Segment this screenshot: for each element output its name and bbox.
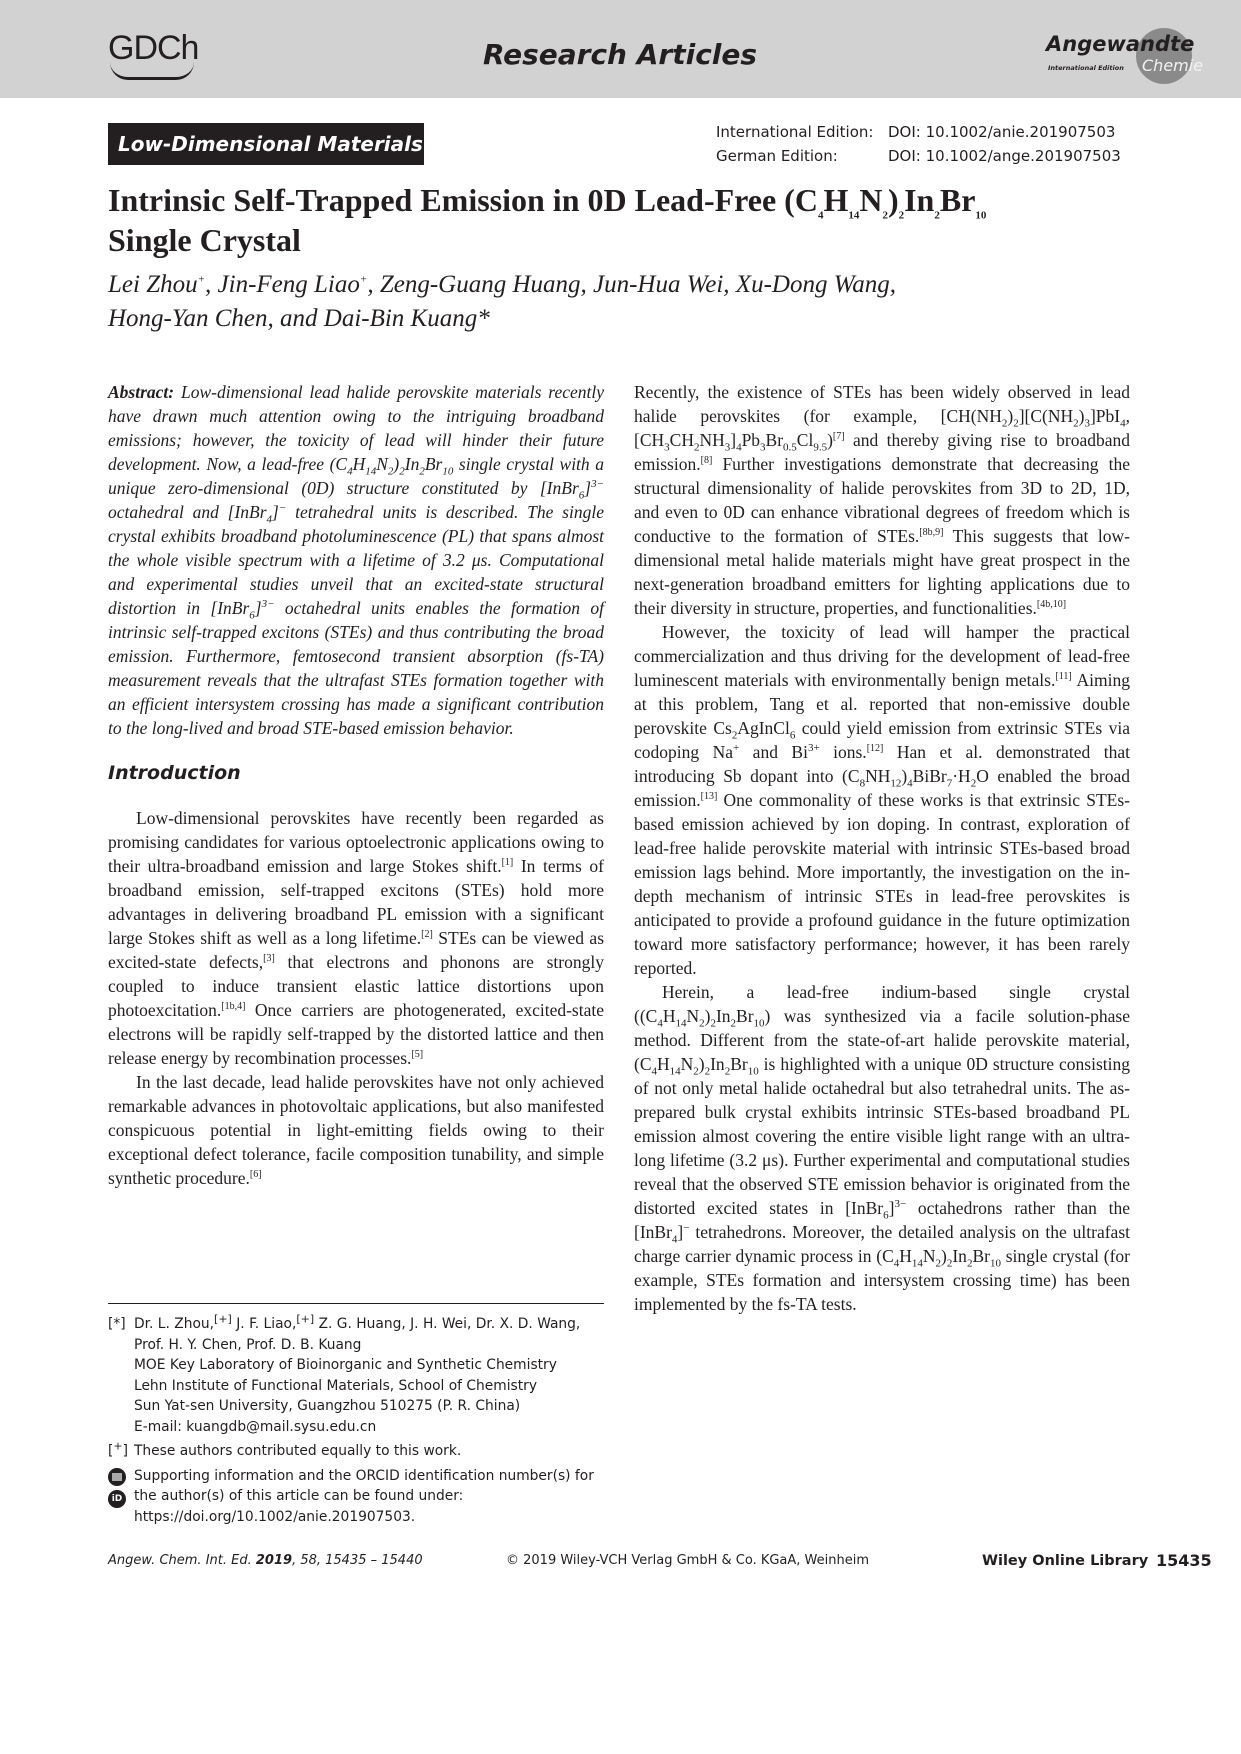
abstract-text: single crystal with a unique zero-dimensional (0D) structure constituted by [InBr [108,454,604,498]
footer-citation [108,1553,423,1568]
footnote-icons [108,1466,134,1528]
formula-sub: 12 [890,777,902,790]
footer-wiley-online-library[interactable]: Wiley Online Library [982,1553,1149,1569]
body-text: Br [765,430,784,450]
formula-sub: 2 [1013,417,1019,430]
formula-sub: 0.5 [783,441,797,454]
right-paragraph-3 [634,980,1130,1316]
abstract-text: ] [254,598,262,618]
footer-volume-pages: , 58, 15435 – 15440 [292,1553,423,1568]
citation-link[interactable]: [11] [1055,671,1072,683]
citation-link[interactable]: [4b,10] [1036,599,1067,611]
formula-sub: 2 [710,1017,716,1030]
email-link[interactable]: E-mail: kuangdb@mail.sysu.edu.cn [134,1418,377,1435]
abstract-text: ] [584,478,592,498]
body-text: Han et al. demonstrated that introducing Sb dopant into (C [634,742,1130,786]
body-text: NH [865,766,891,786]
body-text: In [710,1054,725,1074]
formula-sub: 9.5 [813,441,828,454]
formula-sub: 3 [1084,417,1090,430]
journal-logo-main: Angewandte [1046,32,1195,56]
gdch-logo [108,28,198,84]
body-text: STEs can be viewed as excited-state defects, [108,928,605,972]
gdch-logo-arc [110,62,194,80]
footnote-equal-contribution [108,1441,608,1462]
footer-copyright: © 2019 Wiley-VCH Verlag GmbH & Co. KGaA, Weinheim [506,1553,870,1568]
citation-link[interactable]: [12] [866,743,884,755]
formula-sub: 10 [989,1257,1001,1270]
formula-sub: 10 [753,1017,765,1030]
abstract-text: Low-dimensional lead halide perovskite materials recently have drawn much attention owing to the intriguing broadband emissions; however, the toxicity of lead will hinder their future development. Now, a lead-free (C [108,382,604,474]
right-paragraph-2 [634,620,1130,980]
body-text: N [686,1006,700,1026]
formula-sup: 3+ [807,742,820,755]
body-text: This suggests that low-dimensional metal halide materials might have great prospect in the next-generation broadband emitters for lighting applications due to their diversity in structure, properties, and functionalities. [634,526,1130,618]
formula-sub: 4 [893,1257,900,1270]
footnotes [108,1314,608,1531]
footnote-text: MOE Key Laboratory of Bioinorganic and Synthetic Chemistry [134,1357,557,1373]
body-text: Herein, a lead-free indium-based single crystal ((C [634,982,1130,1026]
abstract-label: Abstract: [108,382,175,402]
footer-year: 2019 [255,1553,293,1568]
footnote-text: the author(s) of this article can be found under: [134,1488,464,1504]
body-text: Cl [796,430,814,450]
abstract-sub: 6 [249,609,255,622]
body-text: ions. [819,742,867,762]
footnote-text: Lehn Institute of Functional Materials, School of Chemistry [134,1377,537,1394]
abstract-sup: − [278,502,287,515]
body-text: In [952,1246,967,1266]
formula-sub: 4 [657,1017,663,1030]
citation-link[interactable]: [7] [832,431,845,443]
body-text: ] [730,430,737,450]
abstract-text: tetrahedral units is described. The single crystal exhibits broadband photoluminescence (PL) that spans almost the whole visible spectrum with a lifetime of 3.2 μs. Computational and experimental studies unveil that an excited-state structural distortion in [InBr [108,502,604,618]
title-sub: 2 [882,209,888,222]
formula-sub: 10 [747,1065,759,1078]
formula-sub: 2 [693,1065,699,1078]
footnote-text: Sun Yat-sen University, Guangzhou 510275 (P. R. China) [134,1398,521,1414]
abstract-text: In [404,454,420,474]
title-sub: 10 [975,209,987,222]
footnote-rule [108,1303,604,1304]
author-names: Hong-Yan Chen, and Dai-Bin Kuang* [108,305,490,332]
introduction-heading: Introduction [108,762,241,784]
gdch-logo-text: GDCh [108,29,199,67]
body-text: ] [888,1198,895,1218]
footnote-sup: [+] [214,1312,232,1326]
footer-journal: Angew. Chem. Int. Ed. [108,1553,252,1568]
citation-link[interactable]: [1b,4] [221,1001,246,1013]
title-sub: 2 [934,209,940,222]
formula-sub: 2 [1001,417,1008,430]
abstract-text: octahedral and [InBr [108,502,267,522]
formula-sub: 4 [651,1065,657,1078]
footnote-supporting-info [108,1466,608,1528]
formula-sub: 6 [789,729,796,742]
body-text: In the last decade, lead halide perovskites have not only achieved remarkable advances in photovoltaic applications, but also manifested conspicuous potential in light-emitting fields owing to their exceptional defect tolerance, facile composition tunability, and simple synthetic procedure. [108,1072,604,1188]
formula-sub: 3 [664,441,670,454]
doi-international [716,120,1121,144]
title-line-2: Single Crystal [108,222,301,258]
footnote-text: Z. G. Huang, J. H. Wei, Dr. X. D. Wang, [314,1316,581,1332]
body-text: ]PbI [1089,406,1121,426]
body-text: tetrahedrons. Moreover, the detailed analysis on the ultrafast charge carrier dynamic process in (C [634,1222,1130,1266]
formula-sub: 4 [1120,417,1126,430]
abstract-sub: 2 [419,465,425,478]
citation-link[interactable]: [2] [421,929,433,941]
abstract-text: octahedral units enables the formation of intrinsic self-trapped excitons (STEs) and thus contributing the broad emission. Furthermore, femtosecond transient absorption (fs-TA) measurement reveals that the ultrafast STEs formation together with an efficient intersystem crossing has made a significant contribution to the long-lived and broad STE-based emission behavior. [108,598,604,738]
citation-link[interactable]: [6] [249,1169,262,1181]
body-text: ][C(NH [1018,406,1074,426]
category-badge: Low-Dimensional Materials [108,123,424,165]
footnote-mark-bracket: ] [122,1443,128,1459]
author-list [108,268,1138,336]
body-text: ) [827,430,833,450]
formula-sub: 2 [966,1257,973,1270]
doi-german-value[interactable]: DOI: 10.1002/ange.201907503 [888,147,1121,165]
formula-sub: 2 [731,729,738,742]
title-sub: 2 [898,209,905,222]
body-text: octahedrons rather than the [InBr [634,1198,1130,1242]
body-text: NH [699,430,725,450]
abstract-text: N [376,454,388,474]
body-text: ) [901,766,908,786]
doi-international-label: International Edition: [716,123,874,141]
footnote-text: Dr. L. Zhou, [134,1316,215,1332]
doi-link[interactable]: https://doi.org/10.1002/anie.201907503. [134,1508,416,1525]
title-text: Br [939,182,976,218]
author-mark: + [359,273,368,286]
formula-sub: 8 [859,777,866,790]
doi-german-label: German Edition: [716,147,838,165]
body-text: BiBr [912,766,947,786]
body-text: Further investigations demonstrate that decreasing the structural dimensionality of halide perovskites from 3D to 2D, 1D, and even to 0D can enhance vibrational degrees of freedom which is conductive to the formation of STEs. [634,454,1130,546]
abstract-text: ] [272,502,279,522]
abstract-sup: 3− [591,478,604,491]
body-text: O enabled the broad emission. [634,766,1130,810]
footnote-sup: [+] [296,1312,315,1326]
body-text: Br [736,1006,754,1026]
body-text: ) was synthesized via a facile solution-phase method. Different from the state-of-art halide perovskite material, (C [634,1006,1130,1074]
abstract-text: ) [393,454,400,474]
author-mark: + [197,273,206,286]
formula-sub: 7 [946,777,953,790]
formula-sup: + [733,742,740,755]
body-text: However, the toxicity of lead will hamper the practical commercialization and thus driving for the development of lead-free luminescent materials with environmentally benign metals. [634,622,1130,690]
abstract-sub: 4 [266,513,273,526]
abstract-text: H [352,454,366,474]
footnote-text: J. F. Liao, [231,1316,297,1332]
citation-link[interactable]: [1] [501,857,514,869]
title-text: ) [887,182,899,218]
abstract-sub: 2 [387,465,394,478]
author-name: Lei Zhou [108,271,198,298]
body-text: N [922,1246,936,1266]
citation-link[interactable]: [8] [700,455,713,467]
footnote-text: Supporting information and the ORCID identification number(s) for [134,1467,594,1484]
body-text: ] [677,1222,684,1242]
body-text: H [657,1054,670,1074]
formula-sub: 4 [907,777,913,790]
body-text: Low-dimensional perovskites have recently been regarded as promising candidates for various optoelectronic applications owing to their ultra-broadband emission and large Stokes shift. [108,808,604,876]
formula-sub: 2 [724,1065,731,1078]
formula-sub: 2 [1073,417,1079,430]
formula-sub: 6 [883,1209,889,1222]
citation-link[interactable]: [5] [411,1049,424,1061]
body-text: One commonality of these works is that extrinsic STEs-based emission achieved by ion doping. In contrast, exploration of lead-free halide perovskite material with intrinsic STEs-based broad emission lags behind. More importantly, the investigation on the in-depth mechanism of intrinsic STEs in lead-free perovskites is anticipated to provide a profound guidance in the future optimization toward more satisfactory performance; however, it has been rarely reported. [634,790,1130,978]
abstract-text: Br [424,454,443,474]
body-text: ) [698,1054,705,1074]
body-text: , [CH [634,406,1130,450]
formula-sub: 14 [911,1257,923,1270]
body-text: and Bi [739,742,808,762]
body-text: In [715,1006,731,1026]
intro-paragraph-1 [108,806,604,1070]
orcid-icon[interactable]: iD [108,1490,126,1508]
formula-sub: 4 [736,441,742,454]
body-text: Pb [741,430,761,450]
formula-sub: 3 [760,441,766,454]
doi-german [716,144,1121,168]
body-text: Br [730,1054,748,1074]
body-text: ) [704,1006,711,1026]
formula-sub: 2 [693,441,700,454]
body-text: ) [1078,406,1085,426]
title-text: Intrinsic Self-Trapped Emission in 0D Lead-Free (C [108,182,818,218]
journal-logo-sub: Chemie [1142,56,1204,75]
body-text: single crystal (for example, STEs formation and intersystem crossing time) has been implemented by the fs-TA tests. [634,1246,1130,1314]
body-text: Once carriers are photogenerated, excited-state electrons will be rapidly self-trapped by the distorted lattice and then release energy by recombination processes. [108,1000,604,1068]
formula-sup: 3− [894,1198,907,1211]
right-paragraph-1 [634,380,1130,620]
formula-sub: 14 [669,1065,681,1078]
title-text: N [859,182,883,218]
intro-paragraph-2 [108,1070,604,1190]
title-sub: 4 [817,209,824,222]
author-names: , Zeng-Guang Huang, Jun-Hua Wei, Xu-Dong Wang, [367,271,896,298]
formula-sub: 2 [935,1257,942,1270]
body-text: that electrons and phonons are strongly coupled to induce transient elastic lattice distortions upon photoexcitation. [108,952,604,1020]
body-text: N [680,1054,694,1074]
footnote-mark [108,1441,134,1462]
body-text: ·H [952,766,971,786]
abstract [108,380,604,740]
body-text: CH [669,430,694,450]
body-text: is highlighted with a unique 0D structure consisting of not only metal halide octahedral but also tetrahedral units. The as-prepared bulk crystal exhibits intrinsic STEs-based broadband PL emission almost covering the entire visible light range with an ultra-long lifetime (3.2 μs). Further experimental and computational studies reveal that the observed STE emission behavior is originated from the distorted excited states in [InBr [634,1054,1130,1218]
body-text: H [662,1006,676,1026]
doi-block [716,120,1121,168]
footnote-mark-bracket: [ [108,1443,114,1459]
left-column [108,380,604,1190]
formula-sub: 2 [704,1065,711,1078]
abstract-sub: 4 [347,465,353,478]
right-column [634,380,1130,1316]
body-text: H [899,1246,912,1266]
supporting-info-icon[interactable] [108,1468,126,1486]
body-text: In terms of broadband emission, self-trapped excitons (STEs) hold more advantages in delivering broadband PL emission with a significant large Stokes shift as well as a long lifetime. [108,856,604,948]
abstract-sub: 10 [442,465,454,478]
footnote-text: Prof. H. Y. Chen, Prof. D. B. Kuang [134,1336,362,1353]
citation-link[interactable]: [13] [700,791,718,803]
formula-sub: 3 [724,441,731,454]
footnote-body [134,1314,608,1437]
footnote-sup: + [113,1439,123,1453]
formula-sub: 2 [730,1017,737,1030]
doi-international-value[interactable]: DOI: 10.1002/anie.201907503 [888,123,1116,141]
footnote-affiliation [108,1314,608,1437]
footnote-text: These authors contributed equally to this work. [134,1443,462,1459]
formula-sub: 2 [946,1257,953,1270]
title-sub: 14 [848,209,860,222]
formula-sub: 2 [970,777,977,790]
body-text: ) [941,1246,947,1266]
footnote-body [134,1466,608,1528]
body-text: Br [972,1246,990,1266]
abstract-sub: 14 [365,465,377,478]
abstract-sub: 2 [399,465,405,478]
citation-link[interactable]: [8b,9] [919,527,944,539]
article-title [108,180,1138,260]
formula-sup: − [683,1222,690,1235]
author-name: , Jin-Feng Liao [205,271,360,298]
formula-sub: 14 [675,1017,687,1030]
body-text: could yield emission from extrinsic STEs via codoping Na [634,718,1130,762]
journal-logo [1044,24,1204,84]
formula-sub: 4 [671,1233,678,1246]
footnote-mark: [*] [108,1316,126,1332]
header-band [0,0,1241,98]
abstract-sub: 6 [578,489,585,502]
citation-link[interactable]: [3] [263,953,275,965]
body-text: Recently, the existence of STEs has been widely observed in lead halide perovskites (for example, [CH(NH [634,382,1130,426]
body-text: Aiming at this problem, Tang et al. reported that non-emissive double perovskite Cs [634,670,1130,738]
section-label: Research Articles [482,38,758,71]
abstract-sup: 3− [261,598,275,611]
body-text: AgInCl [737,718,790,738]
page-number: 15435 [1156,1551,1212,1570]
body-text: ) [1007,406,1014,426]
title-text: In [904,182,935,218]
journal-logo-edition: International Edition [1048,64,1124,72]
formula-sub: 2 [699,1017,705,1030]
title-text: H [823,182,849,218]
body-text: and thereby giving rise to broadband emission. [634,430,1130,474]
